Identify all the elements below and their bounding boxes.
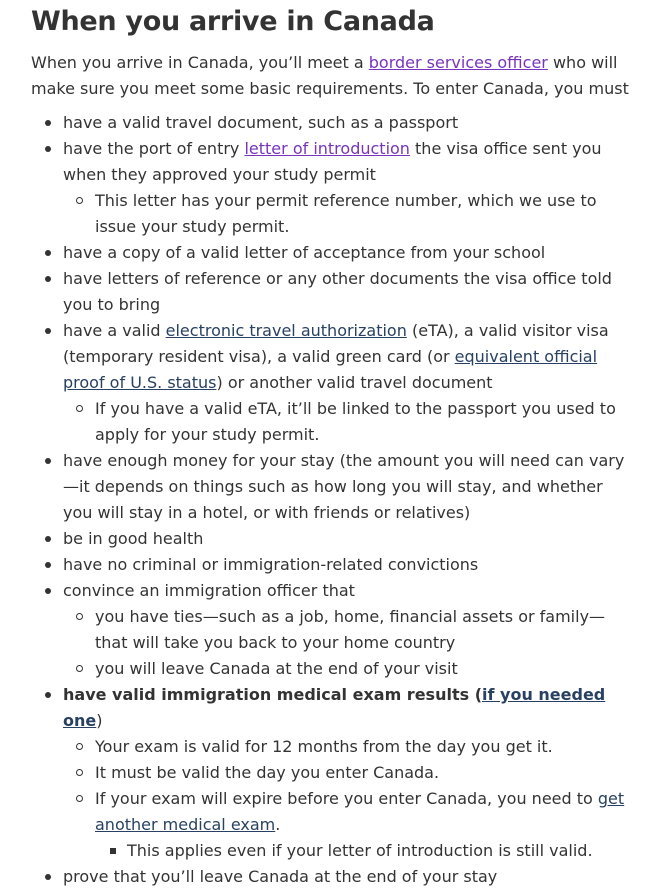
list-item-text: ) xyxy=(96,711,103,730)
list-item-text: have a valid xyxy=(63,321,166,340)
intro-text-end: who will make sure you meet some basic requirements. To enter Canada, you must xyxy=(31,53,629,98)
letter-of-introduction-link[interactable]: letter of introduction xyxy=(244,139,410,158)
sub-list-item-text: you will leave Canada at the end of your visit xyxy=(95,659,458,678)
list-item-text: have enough money for your stay (the amount you will need can vary—it depends on things such as how long you will stay, and whether you will stay in a hotel, or with friends or relatives) xyxy=(63,451,625,522)
sub-sub-list-item-text: This applies even if your letter of introduction is still valid. xyxy=(127,841,593,860)
if-you-needed-one-link[interactable]: if you needed one xyxy=(63,685,606,730)
sub-list xyxy=(63,188,634,240)
list-item-text: ) or another valid travel document xyxy=(216,373,493,392)
list-item-bold-text: have valid immigration medical exam results ( xyxy=(63,685,482,704)
list-item xyxy=(31,552,634,578)
electronic-travel-authorization-link[interactable]: electronic travel authorization xyxy=(165,321,407,340)
proof-of-us-status-link[interactable]: equivalent official proof of U.S. status xyxy=(63,347,598,392)
sub-list-item-text: you have ties—such as a job, home, financial assets or family—that will take you back to your home country xyxy=(95,607,606,652)
list-item-text: (eTA), a valid visitor visa (temporary resident visa), a valid green card (or xyxy=(63,321,609,366)
list-item xyxy=(31,578,634,682)
list-item-text: convince an immigration officer that xyxy=(63,581,355,600)
list-item xyxy=(31,266,634,318)
sub-list-item xyxy=(63,656,634,682)
sub-list-item xyxy=(63,604,634,656)
border-services-officer-link[interactable]: border services officer xyxy=(368,53,548,72)
sub-list-item-text: This letter has your permit reference number, which we use to issue your study permit. xyxy=(95,191,597,236)
sub-list-item xyxy=(63,188,634,240)
list-item xyxy=(31,136,634,240)
sub-list-item-text: . xyxy=(275,815,281,834)
list-item-text: have the port of entry xyxy=(63,139,245,158)
list-item xyxy=(31,526,634,552)
requirements-list xyxy=(31,110,634,890)
intro-paragraph xyxy=(31,50,634,102)
list-item-text: have no criminal or immigration-related convictions xyxy=(63,555,479,574)
sub-list-item-text: It must be valid the day you enter Canada. xyxy=(95,763,440,782)
sub-list-item-text: If your exam will expire before you enter Canada, you need to xyxy=(95,789,598,808)
page-title: When you arrive in Canada xyxy=(31,6,435,37)
list-item xyxy=(31,110,634,136)
list-item xyxy=(31,682,634,864)
sub-list-item xyxy=(63,734,634,760)
list-item-text: have a copy of a valid letter of acceptance from your school xyxy=(63,243,546,262)
list-item-text: be in good health xyxy=(63,529,204,548)
sub-sub-list-item xyxy=(95,838,634,864)
sub-list-item-text: If you have a valid eTA, it’ll be linked to the passport you used to apply for your study permit. xyxy=(95,399,616,444)
list-item xyxy=(31,448,634,526)
sub-list-item xyxy=(63,396,634,448)
sub-list xyxy=(63,396,634,448)
sub-list xyxy=(63,734,634,864)
sub-list-item xyxy=(63,786,634,864)
sub-list-item xyxy=(63,760,634,786)
sub-list xyxy=(63,604,634,682)
list-item xyxy=(31,864,634,890)
list-item-text: the visa office sent you when they approved your study permit xyxy=(63,139,602,184)
list-item xyxy=(31,318,634,448)
sub-list-item-text: Your exam is valid for 12 months from the day you get it. xyxy=(95,737,553,756)
list-item-text: have a valid travel document, such as a passport xyxy=(63,113,459,132)
intro-text: When you arrive in Canada, you’ll meet a xyxy=(31,53,369,72)
sub-sub-list xyxy=(95,838,634,864)
get-another-medical-exam-link[interactable]: get another medical exam xyxy=(95,789,625,834)
list-item xyxy=(31,240,634,266)
list-item-text: have letters of reference or any other documents the visa office told you to bring xyxy=(63,269,612,314)
list-item-text: prove that you’ll leave Canada at the end of your stay xyxy=(63,867,498,886)
